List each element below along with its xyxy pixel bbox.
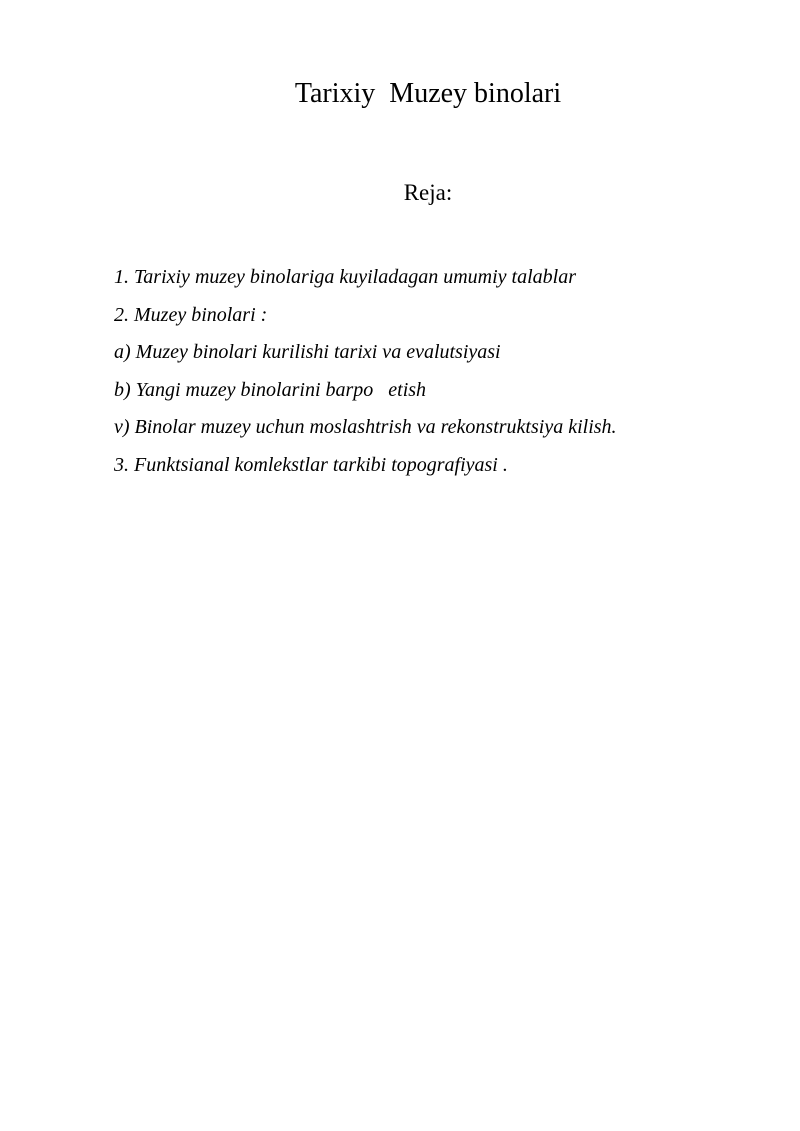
plan-item: 2. Muzey binolari : [114, 303, 268, 326]
plan-item: b) Yangi muzey binolarini barpo etish [114, 378, 427, 401]
plan-item: v) Binolar muzey uchun moslashtrish va rekonstruktsiya kilish. [114, 416, 617, 438]
plan-heading: Reja: [403, 180, 453, 205]
plan-item: a) Muzey binolari kurilishi tarixi va evalutsiyasi [114, 341, 501, 363]
plan-list [114, 259, 754, 484]
plan-item: 1. Tarixiy muzey binolariga kuyiladagan umumiy talablar [114, 266, 577, 288]
document-title: Tarixiy Muzey binolari [294, 78, 562, 109]
plan-item: 3. Funktsianal komlekstlar tarkibi topografiyasi . [114, 453, 508, 476]
